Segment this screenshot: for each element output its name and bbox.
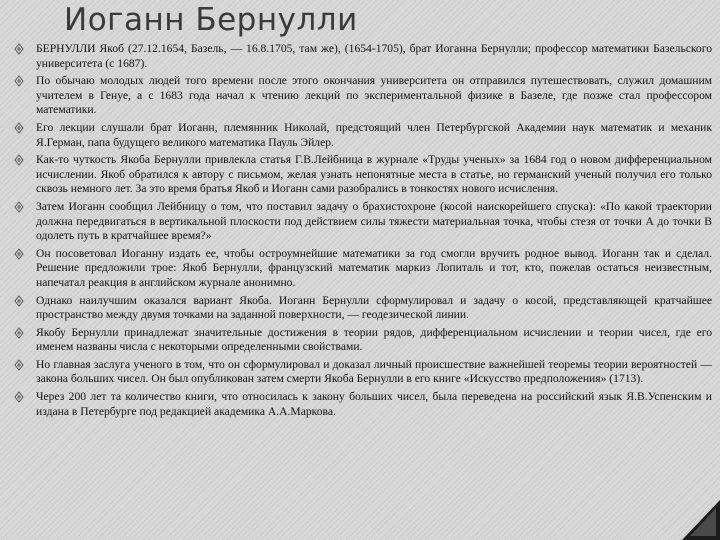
paragraph-text: Якобу Бернулли принадлежат значительные достижения в теории рядов, дифференциальном исчислении и теории чисел, где его именем названы числа с некоторыми определенными свойствами.	[36, 325, 712, 354]
paragraph-text: Однако наилучшим оказался вариант Якоба. Иоганн Бернулли сформулировал и задачу о косой, представляющей кратчайшее пространство между двумя точками на заданной поверхности, — геодезической линии.	[36, 293, 712, 322]
list-item	[12, 358, 712, 387]
paragraph-text: Затем Иоганн сообщил Лейбницу о том, что поставил задачу о брахистохроне (косой наискорейшего спуска): «По какой траектории должна передвигаться в вертикальной плоскости под действием силы тяжести материальная точка, чтобы стезя от точки А до точки В одолеть путь в кратчайшее время?»	[36, 199, 712, 243]
paragraph-text: По обычаю молодых людей того времени после этого окончания университета он отправился путешествовать, служил домашним учителем в Генуе, а с 1683 года начал к чтению лекций по экспериментальной физике в Базеле, где позже стал профессором математики.	[36, 74, 712, 117]
diamond-bullet-icon	[14, 295, 24, 307]
diamond-bullet-icon	[14, 75, 24, 87]
diamond-bullet-icon	[14, 154, 24, 166]
list-item	[12, 247, 712, 291]
slide-title: Иоганн Бернулли	[64, 2, 358, 38]
diamond-bullet-icon	[14, 201, 24, 213]
list-item	[12, 326, 712, 355]
diamond-bullet-icon	[14, 43, 24, 55]
paragraph-text: Он посоветовал Иоганну издать ее, чтобы остроумнейшие математики за год смогли вручить родное вывод. Иоганн так и сделал. Решение предложили трое: Якоб Бернулли, французский математик маркиз Лопиталь и тот, кто, пожелав остаться неизвестным, напечатал реакция в английском журнале анонимно.	[36, 246, 712, 289]
paragraph-text: Но главная заслуга ученого в том, что он сформулировал и доказал личный происшествие важнейшей теоремы теории вероятностей — закона больших чисел. Он был опубликован затем смерти Якоба Бернулли в его книге «Искусство предположения» (1713).	[36, 357, 712, 386]
bullet-list	[12, 42, 712, 422]
diamond-bullet-icon	[14, 122, 24, 134]
list-item	[12, 74, 712, 118]
diamond-bullet-icon	[14, 359, 24, 371]
diamond-bullet-icon	[14, 391, 24, 403]
list-item	[12, 153, 712, 197]
list-item	[12, 200, 712, 244]
list-item	[12, 42, 712, 71]
list-item	[12, 390, 712, 419]
list-item	[12, 121, 712, 150]
list-item	[12, 294, 712, 323]
diamond-bullet-icon	[14, 327, 24, 339]
paragraph-text: Его лекции слушали брат Иоганн, племянник Николай, предстоящий член Петербургской Академии наук математик и механик Я.Герман, папа будущего великого математика Пауль Эйлер.	[36, 120, 712, 149]
page-curl-fold	[690, 508, 716, 536]
paragraph-text: Через 200 лет та количество книги, что относилась к закону больших чисел, была переведена на российский язык Я.В.Успенским и издана в Петербурге под редакцией академика А.А.Маркова.	[36, 390, 712, 418]
paragraph-text: Как-то чуткость Якоба Бернулли привлекла статья Г.В.Лейбница в журнале «Труды ученых» за 1684 год о новом дифференциальном исчислении. Якоб обратился к автору с письмом, желая узнать непонятные места в статье, но германский ученый получил его только сквозь немного лет. За это время братья Якоб и Иоганн сами разобрались в тонкостях нового исчисления.	[36, 153, 712, 196]
paragraph-text: БЕРНУЛЛИ Якоб (27.12.1654, Базель, — 16.8.1705, там же), (1654-1705), брат Иоганна Бернулли; профессор математики Базельского университета (с 1687).	[36, 42, 712, 70]
diamond-bullet-icon	[14, 248, 24, 260]
